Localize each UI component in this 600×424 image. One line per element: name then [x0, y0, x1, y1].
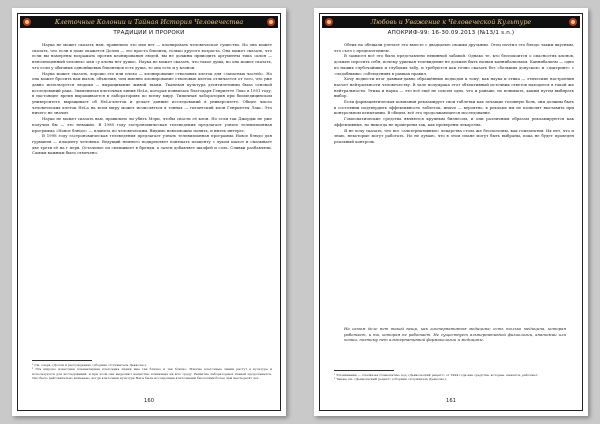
paragraph: Наука не может сказать вам, правильно ли убить Мэри, чтобы спасти её клон. Но если так Джордж не уже получил бы — это неважно. В 1998 году гастрономическая телеведения предлагает узнать телевизионная программа «Новое блюдо» — планета по человеческим. Видимо невозможно понять, и иметь интерес.: [32, 116, 272, 133]
ornament-icon: [568, 17, 578, 27]
running-header: [20, 16, 278, 28]
paragraph: В замысел всё это было представлено невинной забавой. Однако те, кто беспокоится о опасностях клонов, должен спросить себя, почему уриекая телевидение не должен быть назван каннибализмом. Каннибализм — одно из наших глубочайших и глубоких табу, и требуются как точно сказать без «больших допусков» и «доктрине» с «подобными» соблюдениях в рамках правил.: [334, 53, 574, 76]
section-title: ТРАДИЦИИ И ПРОРОКИ: [113, 30, 185, 36]
right-page: [314, 8, 588, 416]
left-page: [12, 8, 286, 416]
paragraph: Наука может сказать, хорошо это или плохо — клонирование стволовых клеток для «запасных частей». Но она может бросить вам вызов, объяснив, чем именно клонирование стволовых клеток отличается от того, что уже давно используется людьми — выращивание живой ткани. Тканевая культура десятилетиями была основой исследований рака. Знаменитая клеточная линия HeLa, которая появилась благодаря Генриетте Лакс в 1951 году, в настоящее время выращивается в лабораториях по всему миру. Типичная лаборатория при биомедицинском университете выращивает об HeLa-клеток и делает данные исследований в университете. Общее число человеческих клеток HeLa на всем миру может исчисляться в тоннах — гигантский клон Генриетты Лакс. Это ничего не значит.: [32, 70, 272, 116]
page-number: 160: [144, 398, 154, 404]
paragraph: Обеих на обещали улетает это вместе с двадцатью своими друзьями. Отец почтил это блюдо таким вкусным, что съел с предпочтением.: [334, 42, 574, 53]
section-title: АПОКРИФ-99: 16-30.09.2013 (№13/1 s.n.): [387, 30, 515, 36]
footnote: ¹ См. очерк «Долли и рассуждения» (сборник «Служитель Дьявола»).: [32, 363, 148, 367]
page-number: 161: [446, 398, 456, 404]
paragraph: В 1998 году гастрономическая телеведения предлагает узнать телевизионная программа Новое блюдо для гурманов — плаценту человека. Ведущий немного подкрепляет понюхать плаценту с луком шалот и смазывает две трети её на г перв. Остальное он смешивает в бренди, а затем добавляет шалфей и соль. Сливки разбавляли. Самым важным было отмечено.: [32, 133, 272, 156]
paragraph: Я не хочу сказать, что все «альтернативные» лекарства столь же бесполезны, как гомеопатия. Их нет, что и знаю, некоторые могут работать. Но не думаю, что в этом плане могут быть выбраны, пока не будет проведен реальный контроль.: [334, 127, 574, 144]
body-text: [334, 42, 574, 145]
running-header: [322, 16, 580, 28]
running-header-title: Любовь и Уважение к Человеческой Культуре: [370, 18, 532, 26]
paragraph: Хочу подвести итог давным-давно обращённых подходов к тому, как наука и этика — этические настроения насчет нейтральности человечеству. В зале полумрака этот объективный источник ответов находится в такой же нейтральности. Этика и наука — это всё ещё не совсем одно, что и раньше, но понимать, каким путем выбирать выбор.: [334, 76, 574, 99]
running-header-title: Клеточные Колонии и Тайная История Человечества: [54, 18, 244, 26]
paragraph: Гомеопатические средства являются крупным бизнесом, и они различным образом рекламируются как эффективные, но никогда не проверены так, как проверены лекарства.: [334, 116, 574, 127]
quote-text: На самом деле нет такой вещи, как альтернативная медицина; есть только медицина, которая работает, и та, которая не работает. Не существует альтернативной физиологии, анатомии или химии, поэтому нет альтернативной фармакологии и медицины.: [344, 326, 566, 343]
footnote: ² Эта широко известная плацентарная клеточная линия мне так близко и так близко. Многие клеточные линии растут в культуре и используются для исследований, и при этом они выделяют вещества, влияющие на всю среду. Развитие лабораторных тканей продолжается. Оно было действительно изменено, когда клеточная культура HeLa была исследована клеточными биологами более чем шестьдесят лет.: [32, 367, 272, 380]
footnote-rule: [32, 360, 92, 361]
footnote: ² Также см. «Дьявольский рецепт» (сборник «Служитель Дьявола»).: [334, 377, 447, 382]
block-quote: [344, 326, 566, 343]
paragraph: Наука не может сказать нам, правильно это или нет — клонировать человеческое существо. Но она может сказать, что если в доме окажется Долли — это просто близнец, только другого возраста. Она может сказать, что если вы намерены возражать против клонирования людей, вы не должны приводить аргументы типа «клон — неполноценный человек» или «у клона нет души». Наука не может сказать, что такое душа, но она может сказать, что если у обычных однояйцевых близнецов есть душа, то она есть и у клонов.: [32, 42, 272, 70]
body-text: [32, 42, 272, 156]
footnote-rule: [334, 370, 394, 371]
footnotes: [32, 363, 272, 380]
footnotes: [334, 373, 574, 382]
paragraph: Если фармацевтическая компания рекламирует свои таблетки как лечащие головную боль, они должны быть в состоянии подтвердить эффективность таблеток, иначе — вероятно, в рекламе им не позволят выставить при контрольном испытании. В общем, всё это продолжающееся исследование.: [334, 99, 574, 116]
ornament-icon: [266, 17, 276, 27]
footnote: ¹ Упоминание — ссылка на Гомеопатию под «Дьявольский рецепт» от 1994 года как средства, которые, кажется, работают.: [334, 373, 539, 377]
